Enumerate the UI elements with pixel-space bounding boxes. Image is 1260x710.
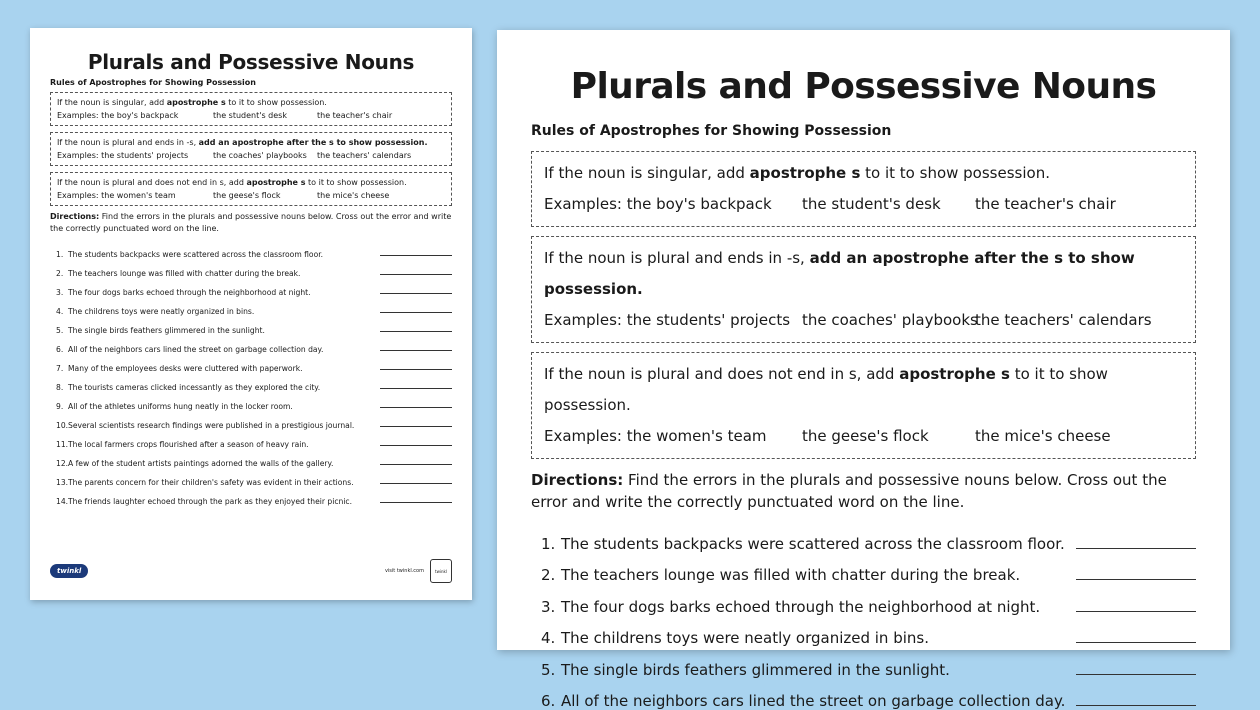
rule-box-singular (531, 151, 1196, 227)
exercise-item: 2. The teachers lounge was filled with chatter during the break. (531, 553, 1196, 585)
exercise-item: 8. The tourists cameras clicked incessantly as they explored the city. (50, 373, 452, 392)
exercise-item: 1. The students backpacks were scattered across the classroom floor. (531, 521, 1196, 553)
exercise-item: 11. The local farmers crops flourished after a season of heavy rain. (50, 430, 452, 449)
exercise-item: 6. All of the neighbors cars lined the street on garbage collection day. (50, 335, 452, 354)
exercise-item: 5. The single birds feathers glimmered in the sunlight. (531, 647, 1196, 679)
answer-line[interactable] (1076, 705, 1196, 706)
exercise-item: 9. All of the athletes uniforms hung neatly in the locker room. (50, 392, 452, 411)
rule-text: If the noun is plural and does not end in s, add apostrophe s to it to show possession. (544, 359, 1183, 421)
answer-line[interactable] (1076, 548, 1196, 549)
answer-line[interactable] (380, 331, 452, 332)
answer-line[interactable] (380, 407, 452, 408)
footer-right (385, 559, 452, 583)
answer-line[interactable] (1076, 642, 1196, 643)
answer-line[interactable] (380, 350, 452, 351)
rule-examples: Examples: the students' projects the coaches' playbooks the teachers' calendars (57, 149, 445, 162)
rule-box-plural-s (531, 236, 1196, 343)
page-title: Plurals and Possessive Nouns (531, 66, 1196, 107)
exercise-item: 12. A few of the student artists paintings adorned the walls of the gallery. (50, 449, 452, 468)
rule-examples: Examples: the boy's backpack the student's desk the teacher's chair (57, 109, 445, 122)
rule-examples: Examples: the boy's backpack the student's desk the teacher's chair (544, 189, 1183, 220)
worksheet-zoomed (497, 30, 1230, 650)
answer-line[interactable] (380, 483, 452, 484)
rule-text: If the noun is plural and does not end in s, add apostrophe s to it to show possession. (57, 176, 445, 189)
answer-line[interactable] (380, 388, 452, 389)
answer-line[interactable] (1076, 674, 1196, 675)
rule-box-singular (50, 92, 452, 126)
exercise-list (50, 240, 452, 506)
exercise-item: 4. The childrens toys were neatly organized in bins. (50, 297, 452, 316)
answer-line[interactable] (380, 312, 452, 313)
directions: Directions: Find the errors in the plurals and possessive nouns below. Cross out the error and write the correctly punctuated word on the line. (50, 211, 452, 235)
exercise-item: 4. The childrens toys were neatly organized in bins. (531, 616, 1196, 648)
exercise-item: 2. The teachers lounge was filled with chatter during the break. (50, 259, 452, 278)
answer-line[interactable] (380, 426, 452, 427)
rule-examples: Examples: the women's team the geese's flock the mice's cheese (57, 189, 445, 202)
twinkl-logo: twinkl (50, 564, 88, 578)
rule-text: If the noun is plural and ends in -s, add an apostrophe after the s to show possession. (544, 243, 1183, 305)
exercise-item: 6. All of the neighbors cars lined the street on garbage collection day. (531, 679, 1196, 710)
exercise-item: 3. The four dogs barks echoed through the neighborhood at night. (50, 278, 452, 297)
answer-line[interactable] (380, 274, 452, 275)
rules-subtitle: Rules of Apostrophes for Showing Possession (50, 78, 452, 87)
rule-text: If the noun is plural and ends in -s, add an apostrophe after the s to show possession. (57, 136, 445, 149)
worksheet-thumbnail (30, 28, 472, 600)
quality-badge-icon: twinkl (430, 559, 452, 583)
page-title: Plurals and Possessive Nouns (50, 50, 452, 74)
answer-line[interactable] (380, 502, 452, 503)
rule-text: If the noun is singular, add apostrophe s to it to show possession. (57, 96, 445, 109)
exercise-list (531, 521, 1196, 710)
exercise-item: 14. The friends laughter echoed through the park as they enjoyed their picnic. (50, 487, 452, 506)
directions: Directions: Find the errors in the plurals and possessive nouns below. Cross out the error and write the correctly punctuated word on the line. (531, 469, 1196, 513)
rule-examples: Examples: the women's team the geese's flock the mice's cheese (544, 421, 1183, 452)
answer-line[interactable] (380, 293, 452, 294)
exercise-item: 5. The single birds feathers glimmered in the sunlight. (50, 316, 452, 335)
rule-box-plural-s (50, 132, 452, 166)
footer-url: visit twinkl.com (385, 568, 424, 574)
answer-line[interactable] (1076, 579, 1196, 580)
answer-line[interactable] (380, 445, 452, 446)
rules-subtitle: Rules of Apostrophes for Showing Possession (531, 123, 1196, 139)
rule-examples: Examples: the students' projects the coaches' playbooks the teachers' calendars (544, 305, 1183, 336)
page-footer (50, 558, 452, 584)
answer-line[interactable] (1076, 611, 1196, 612)
exercise-item: 1. The students backpacks were scattered across the classroom floor. (50, 240, 452, 259)
rule-box-plural-no-s (531, 352, 1196, 459)
answer-line[interactable] (380, 464, 452, 465)
rule-text: If the noun is singular, add apostrophe s to it to show possession. (544, 158, 1183, 189)
answer-line[interactable] (380, 369, 452, 370)
rule-box-plural-no-s (50, 172, 452, 206)
exercise-item: 7. Many of the employees desks were cluttered with paperwork. (50, 354, 452, 373)
exercise-item: 3. The four dogs barks echoed through the neighborhood at night. (531, 584, 1196, 616)
exercise-item: 10. Several scientists research findings were published in a prestigious journal. (50, 411, 452, 430)
exercise-item: 13. The parents concern for their children's safety was evident in their actions. (50, 468, 452, 487)
answer-line[interactable] (380, 255, 452, 256)
